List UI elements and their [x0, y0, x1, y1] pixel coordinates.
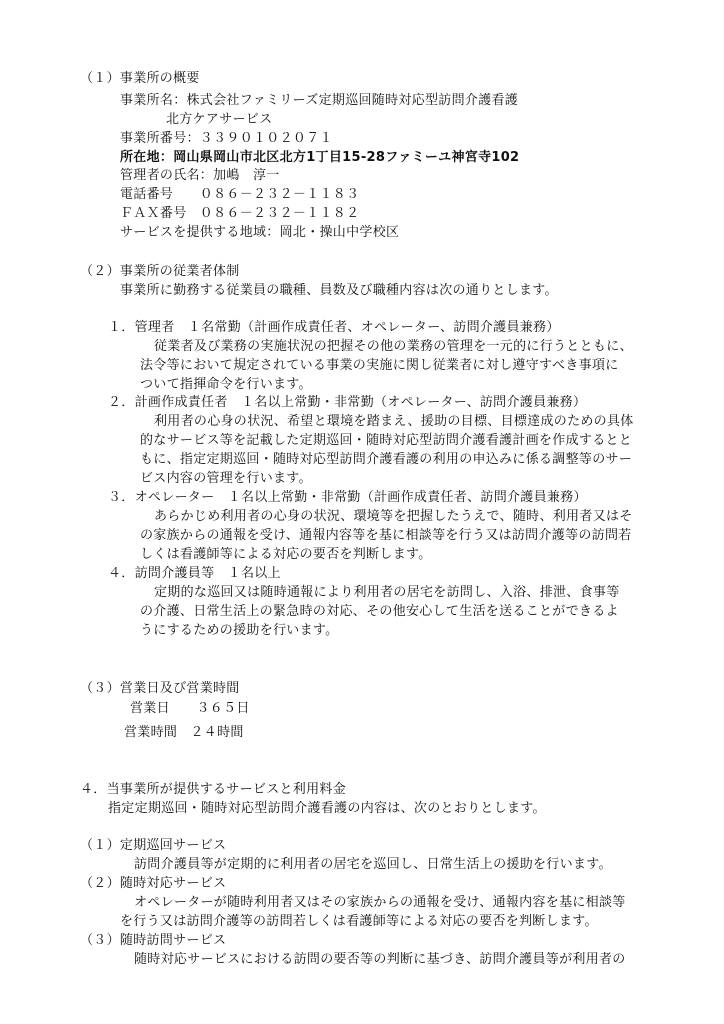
- section3-heading: （３）営業日及び営業時間: [80, 681, 240, 696]
- office-name-continued: 北方ケアサービス: [166, 112, 273, 127]
- service-periodic-line: 訪問介護員等が定期的に利用者の居宅を巡回し、日常生活上の援助を行います。: [134, 857, 612, 872]
- staff-item-manager-title: １．管理者 １名常勤（計画作成責任者、オペレーター、訪問介護員兼務）: [108, 320, 560, 335]
- office-number: 事業所番号：３３９０１０２０７１: [120, 131, 333, 146]
- fax-number: ＦＡＸ番号 ０８６－２３２－１１８２: [120, 206, 360, 221]
- office-address: 所在地：岡山県岡山市北区北方1丁目15-28ファミーユ神宮寺102: [120, 150, 520, 165]
- phone-number: 電話番号 ０８６－２３２－１１８３: [120, 187, 360, 202]
- staff-item-caregiver-title: ４．訪問介護員等 １名以上: [108, 566, 281, 581]
- staff-item-caregiver-line: の介護、日常生活上の緊急時の対応、その他安心して生活を送ることができるよ: [140, 604, 619, 619]
- staff-item-operator-title: ３．オペレーター １名以上常勤・非常勤（計画作成責任者、訪問介護員兼務）: [108, 490, 587, 505]
- business-hours: 営業時間 ２４時間: [124, 725, 244, 740]
- staff-item-manager-line: ついて指揮命令を行います。: [140, 377, 312, 392]
- manager-name: 管理者の氏名：加嶋 淳一: [120, 168, 280, 183]
- staff-item-planner-title: ２．計画作成責任者 １名以上常勤・非常勤（オペレーター、訪問介護員兼務）: [108, 395, 587, 410]
- service-ondemand-line: オペレーターが随時利用者又はその家族からの通報を受け、通報内容を基に相談等: [134, 895, 626, 910]
- staff-item-planner-line: ビス内容の管理を行います。: [140, 471, 312, 486]
- staff-item-planner-line: もに、指定定期巡回・随時対応型訪問介護看護の利用の申込みに係る調整等のサー: [140, 452, 633, 467]
- service-area: サービスを提供する地域：岡北・操山中学校区: [120, 225, 400, 240]
- staff-item-caregiver-line: うにするための援助を行います。: [140, 623, 339, 638]
- staff-item-planner-line: 的なサービス等を記載した定期巡回・随時対応型訪問介護看護計画を作成するとと: [140, 433, 633, 448]
- staff-item-caregiver-line: 定期的な巡回又は随時通報により利用者の居宅を訪問し、入浴、排泄、食事等: [154, 585, 620, 600]
- office-name: 事業所名：株式会社ファミリーズ定期巡回随時対応型訪問介護看護: [120, 93, 519, 108]
- service-ondemand-line: を行う又は訪問介護等の訪問若しくは看護師等による対応の要否を判断します。: [120, 914, 598, 929]
- service-visit-line: 随時対応サービスにおける訪問の要否等の判断に基づき、訪問介護員等が利用者の: [134, 952, 626, 967]
- staff-item-operator-line: の家族からの通報を受け、通報内容等を基に相談等を行う又は訪問介護等の訪問若: [140, 528, 632, 543]
- section4-intro: 指定定期巡回・随時対応型訪問介護看護の内容は、次のとおりとします。: [108, 801, 546, 816]
- staff-item-manager-line: 従業者及び業務の実施状況の把握その他の業務の管理を一元的に行うとともに、: [154, 339, 633, 354]
- section4-heading: ４．当事業所が提供するサービスと利用料金: [80, 782, 347, 797]
- staff-item-manager-line: 法令等において規定されている事業の実施に関し従業者に対し遵守すべき事項に: [140, 358, 619, 373]
- section2-intro: 事業所に勤務する従業員の職種、員数及び職種内容は次の通りとします。: [120, 283, 558, 298]
- staff-item-operator-line: あらかじめ利用者の心身の状況、環境等を把握したうえで、随時、利用者又はそ: [154, 509, 633, 524]
- service-ondemand-title: （２）随時対応サービス: [80, 876, 227, 891]
- service-visit-title: （３）随時訪問サービス: [80, 933, 227, 948]
- staff-item-planner-line: 利用者の心身の状況、希望と環境を踏まえ、援助の目標、目標達成のための具体: [154, 414, 634, 429]
- section2-heading: （２）事業所の従業者体制: [80, 264, 240, 279]
- service-periodic-title: （１）定期巡回サービス: [80, 838, 227, 853]
- section1-heading: （１）事業所の概要: [80, 71, 200, 86]
- staff-item-operator-line: しくは看護師等による対応の要否を判断します。: [140, 547, 432, 562]
- business-days: 営業日 ３６５日: [130, 701, 250, 716]
